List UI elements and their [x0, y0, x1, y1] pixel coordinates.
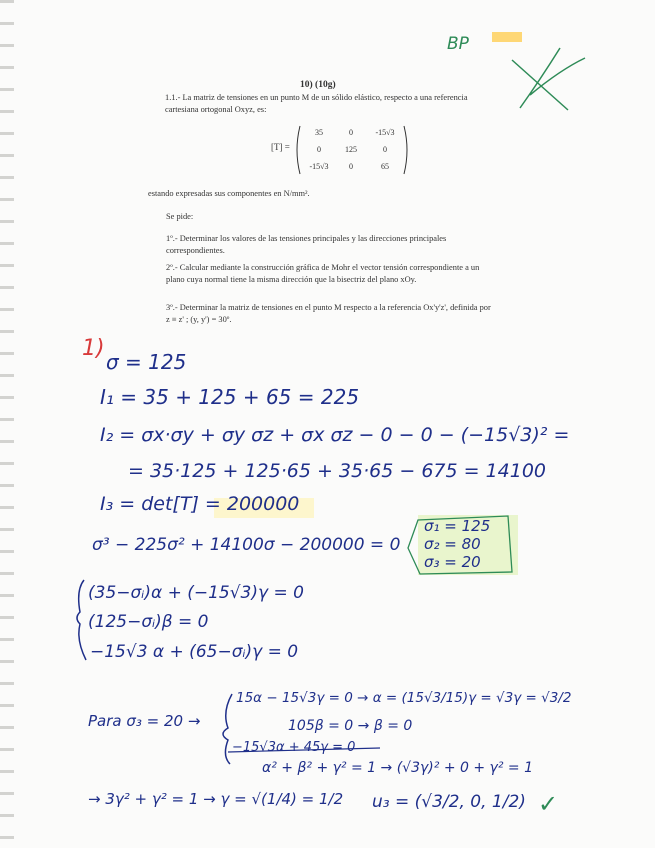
system-equation: −15√3 α + (65−σᵢ)γ = 0	[90, 642, 299, 662]
para-label: Para σ₃ = 20 →	[88, 712, 201, 730]
matrix-cell: 0	[349, 162, 353, 171]
exercise-title: 10) (10g)	[300, 80, 336, 90]
matrix-cell: 0	[349, 128, 353, 137]
matrix-cell: 125	[345, 145, 357, 154]
hand-line: I₁ = 35 + 125 + 65 = 225	[100, 385, 360, 409]
question-item: 3º.- Determinar la matriz de tensiones en el punto M respecto a la referencia Ox'y'z', definida por z ≡ z' ; (y, y') = 30º.	[166, 303, 491, 324]
para-line: 15α − 15√3γ = 0 → α = (15√3/15)γ = √3γ = √3/2	[236, 690, 572, 706]
matrix-cell: 0	[383, 145, 387, 154]
hand-line: I₃ = det[T] = 200000	[100, 493, 300, 515]
system-equation: (125−σᵢ)β = 0	[88, 612, 209, 632]
hand-line: σ = 125	[106, 350, 187, 374]
se-pide: Se pide:	[166, 212, 194, 221]
matrix-cell: 0	[317, 145, 321, 154]
question-item: 2º.- Calcular mediante la construcción gráfica de Mohr el vector tensión correspondiente a un plano cuya normal tiene la misma dirección que la bisectriz del plano xOy.	[166, 263, 480, 284]
final-line: → 3γ² + γ² = 1 → γ = √(1/4) = 1/2	[88, 790, 344, 808]
root-value: σ₃ = 20	[424, 553, 481, 571]
root-value: σ₂ = 80	[424, 535, 481, 553]
matrix-label: [T] =	[271, 142, 290, 152]
matrix-cell: -15√3	[375, 128, 395, 137]
para-line: 105β = 0 → β = 0	[288, 718, 413, 734]
units-text: estando expresadas sus componentes en N/mm².	[148, 189, 310, 198]
solution-number: 1)	[82, 336, 105, 361]
matrix-cell: -15√3	[309, 162, 329, 171]
hand-line: I₂ = σx·σy + σy σz + σx σz − 0 − 0 − (−15√3)² =	[100, 424, 570, 446]
hand-line: σ³ − 225σ² + 14100σ − 200000 = 0	[92, 535, 401, 555]
matrix-cell: 35	[315, 128, 323, 137]
system-equation: (35−σᵢ)α + (−15√3)γ = 0	[88, 583, 304, 603]
para-line: α² + β² + γ² = 1 → (√3γ)² + 0 + γ² = 1	[262, 760, 533, 776]
matrix-cell: 65	[381, 162, 389, 171]
result-vector: u₃ = (√3/2, 0, 1/2)	[372, 792, 526, 812]
check-icon: ✓	[538, 790, 559, 818]
problem-intro: 1.1.- La matriz de tensiones en un punto M de un sólido elástico, respecto a una referencia cartesiana ortogonal Oxyz, es:	[165, 93, 468, 114]
root-value: σ₁ = 125	[424, 517, 491, 535]
para-line-struck: −15√3α + 45γ = 0	[232, 740, 356, 755]
question-item: 1º.- Determinar los valores de las tensiones principales y las direcciones principales correspondientes.	[166, 234, 447, 255]
hand-line: = 35·125 + 125·65 + 35·65 − 675 = 14100	[128, 460, 547, 482]
grade-mark: BP	[447, 34, 469, 54]
